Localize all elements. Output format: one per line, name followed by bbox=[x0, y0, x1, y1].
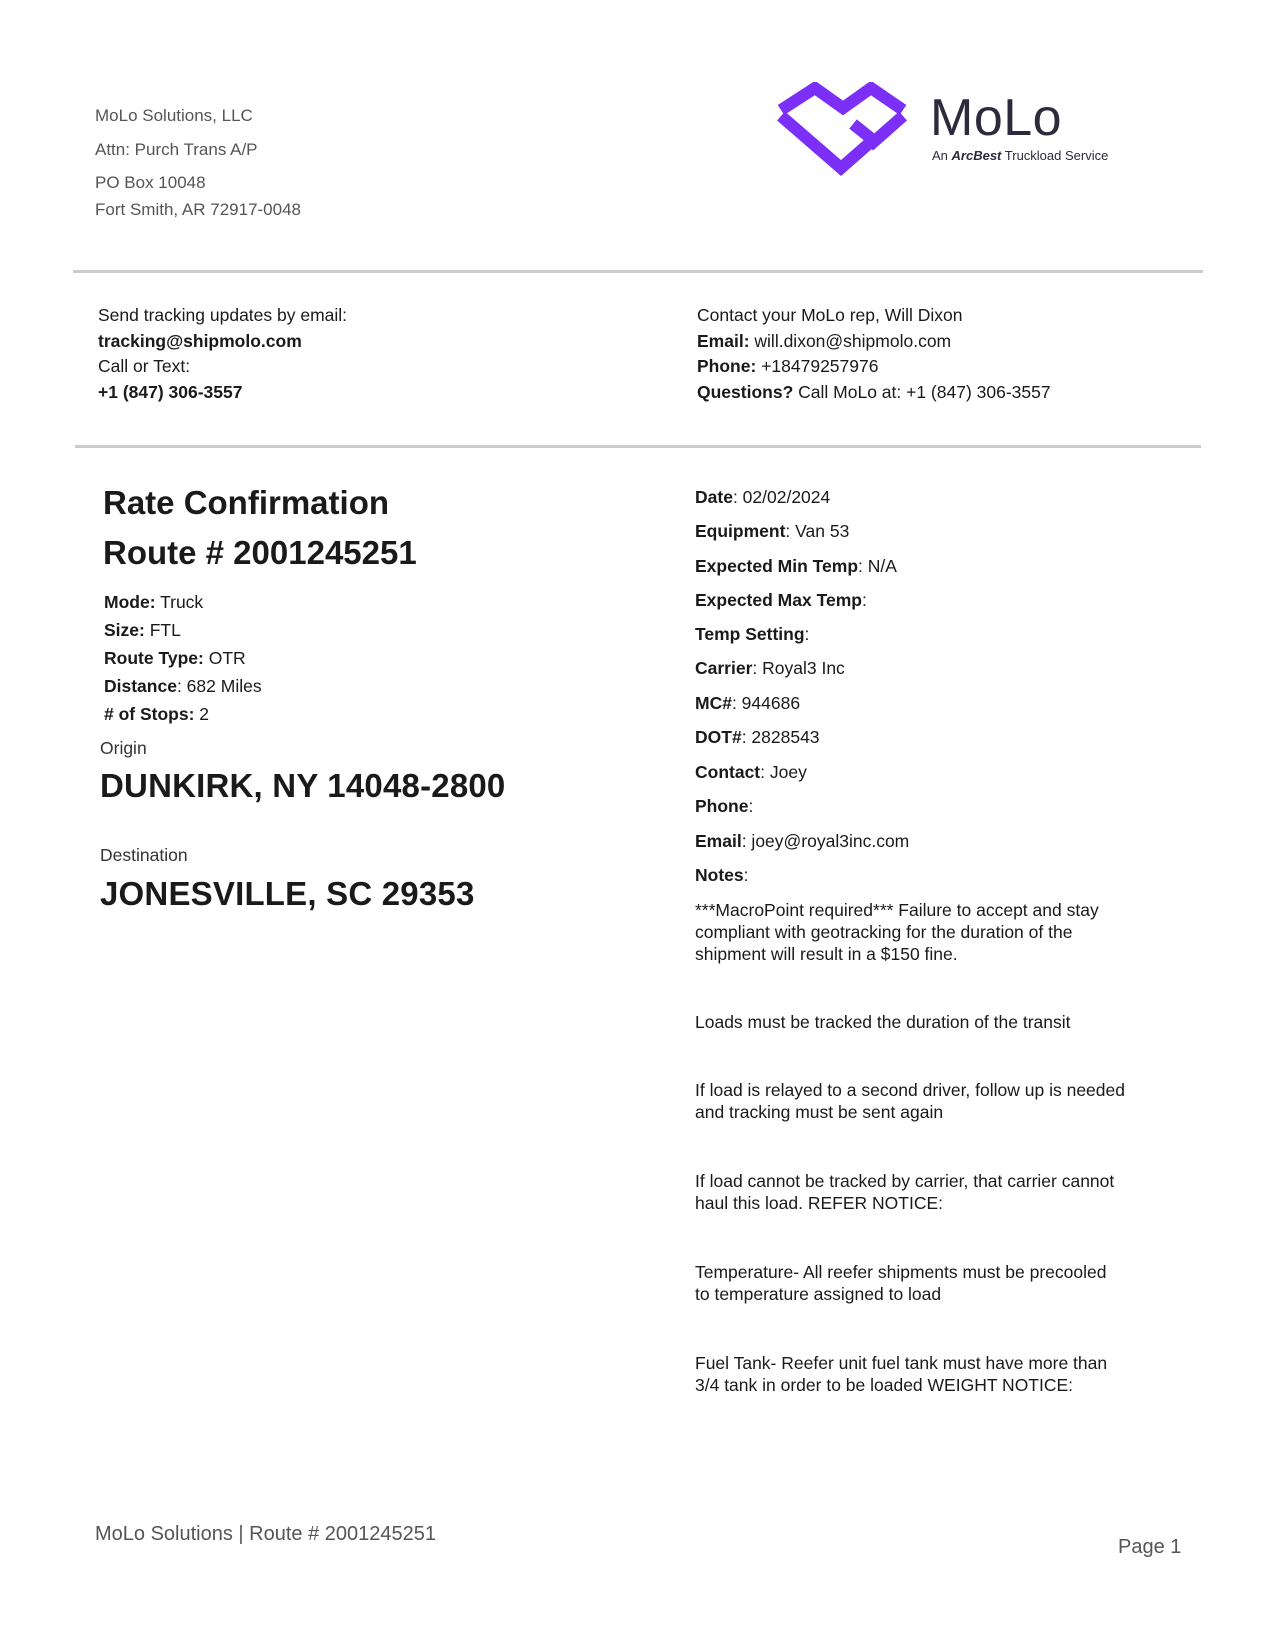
distance-label: Distance bbox=[104, 676, 177, 696]
dot-label: DOT# bbox=[695, 727, 742, 747]
carrier-email-field bbox=[695, 831, 909, 852]
max-temp-label: Expected Max Temp bbox=[695, 590, 862, 610]
logo-tagline bbox=[932, 148, 1108, 163]
rep-phone[interactable]: +18479257976 bbox=[761, 356, 879, 376]
destination-label: Destination bbox=[100, 845, 188, 865]
route-type-label: Route Type: bbox=[104, 648, 204, 668]
header-divider bbox=[73, 270, 1203, 273]
tracking-phone[interactable]: +1 (847) 306-3557 bbox=[98, 381, 243, 402]
carrier-email-value[interactable]: : joey@royal3inc.com bbox=[741, 831, 910, 851]
city-state-zip: Fort Smith, AR 72917-0048 bbox=[95, 200, 302, 219]
stops-field bbox=[104, 704, 209, 725]
rep-contact-block bbox=[697, 303, 1217, 405]
min-temp-label: Expected Min Temp bbox=[695, 556, 859, 576]
logo-wordmark: MoLo bbox=[930, 89, 1063, 147]
mode-value: Truck bbox=[160, 592, 204, 612]
size-label: Size: bbox=[104, 620, 145, 640]
mode-field bbox=[104, 592, 203, 613]
questions-text: Call MoLo at: +1 (847) 306-3557 bbox=[798, 381, 1051, 402]
carrier-field bbox=[695, 658, 845, 679]
equipment-value: : Van 53 bbox=[785, 521, 850, 541]
origin-label: Origin bbox=[100, 738, 147, 758]
equipment-field bbox=[695, 521, 849, 542]
date-value: : 02/02/2024 bbox=[732, 487, 831, 507]
stops-label: # of Stops: bbox=[104, 704, 195, 724]
notes-value: : bbox=[743, 865, 749, 885]
tracking-instruction: Send tracking updates by email: bbox=[98, 305, 348, 325]
note-fuel-tank: Fuel Tank- Reefer unit fuel tank must have more than 3/4 tank in order to be loaded WEIGHT NOTICE: bbox=[695, 1353, 1108, 1395]
carrier-email-label: Email bbox=[695, 831, 742, 851]
equipment-label: Equipment bbox=[695, 521, 786, 541]
page-number: Page 1 bbox=[1118, 1536, 1182, 1558]
contact-divider bbox=[75, 445, 1201, 448]
mc-label: MC# bbox=[695, 693, 732, 713]
origin-location: DUNKIRK, NY 14048-2800 bbox=[100, 767, 506, 804]
carrier-phone-label: Phone bbox=[695, 796, 749, 816]
distance-value: : 682 Miles bbox=[176, 676, 262, 696]
mc-value: : 944686 bbox=[731, 693, 801, 713]
carrier-contact-label: Contact bbox=[695, 762, 761, 782]
logo-tag-prefix: An bbox=[932, 148, 948, 163]
temp-setting-label: Temp Setting bbox=[695, 624, 805, 644]
date-label: Date bbox=[695, 487, 733, 507]
carrier-contact-value: : Joey bbox=[760, 762, 807, 782]
distance-field bbox=[104, 676, 262, 697]
carrier-phone-value: : bbox=[748, 796, 754, 816]
note-tracking-duration: Loads must be tracked the duration of the transit bbox=[695, 1012, 1071, 1032]
rep-email[interactable]: will.dixon@shipmolo.com bbox=[754, 330, 952, 351]
rep-email-label: Email: bbox=[697, 330, 750, 351]
size-field bbox=[104, 620, 181, 641]
page-title: Rate Confirmation bbox=[103, 484, 390, 521]
min-temp-field bbox=[695, 556, 897, 577]
dot-field bbox=[695, 727, 820, 748]
notes-label: Notes bbox=[695, 865, 744, 885]
molo-logo bbox=[775, 82, 1145, 177]
logo-tag-brand: ArcBest bbox=[951, 148, 1002, 163]
logo-tag-suffix: Truckload Service bbox=[1004, 148, 1109, 163]
po-box: PO Box 10048 bbox=[95, 173, 206, 192]
rep-intro: Contact your MoLo rep, Will Dixon bbox=[697, 305, 963, 325]
date-field bbox=[695, 487, 830, 508]
route-number: Route # 2001245251 bbox=[103, 534, 417, 571]
dot-value: : 2828543 bbox=[741, 727, 820, 747]
route-type-value: OTR bbox=[208, 648, 246, 668]
carrier-label: Carrier bbox=[695, 658, 753, 678]
footer-route: MoLo Solutions | Route # 2001245251 bbox=[95, 1523, 437, 1545]
temp-setting-value: : bbox=[804, 624, 810, 644]
questions-label: Questions? bbox=[697, 381, 794, 402]
temp-setting-field bbox=[695, 624, 809, 645]
size-value: FTL bbox=[149, 620, 181, 640]
tracking-email[interactable]: tracking@shipmolo.com bbox=[98, 330, 302, 351]
tracking-contact-block bbox=[98, 303, 658, 405]
notes-field bbox=[695, 865, 749, 886]
rep-phone-label: Phone: bbox=[697, 356, 757, 376]
carrier-phone-field bbox=[695, 796, 753, 817]
mc-field bbox=[695, 693, 800, 714]
max-temp-field bbox=[695, 590, 867, 611]
note-macropoint: ***MacroPoint required*** Failure to accept and stay compliant with geotracking for the duration of the shipment will result in a $150 fine. bbox=[695, 900, 1099, 964]
carrier-contact-field bbox=[695, 762, 807, 783]
max-temp-value: : bbox=[861, 590, 867, 610]
mode-label: Mode: bbox=[104, 592, 156, 612]
note-temperature: Temperature- All reefer shipments must be precooled to temperature assigned to load bbox=[695, 1262, 1107, 1304]
call-text-label: Call or Text: bbox=[98, 356, 191, 376]
company-name: MoLo Solutions, LLC bbox=[95, 106, 253, 125]
note-untracked-carrier: If load cannot be tracked by carrier, that carrier cannot haul this load. REFER NOTICE: bbox=[695, 1171, 1115, 1213]
attn-line: Attn: Purch Trans A/P bbox=[95, 140, 258, 159]
carrier-value: : Royal3 Inc bbox=[752, 658, 845, 678]
route-type-field bbox=[104, 648, 246, 669]
stops-value: 2 bbox=[199, 704, 210, 724]
min-temp-value: : N/A bbox=[858, 556, 897, 576]
note-relay-driver: If load is relayed to a second driver, follow up is needed and tracking must be sent again bbox=[695, 1080, 1125, 1122]
destination-location: JONESVILLE, SC 29353 bbox=[100, 875, 475, 912]
molo-mark-icon bbox=[775, 82, 910, 177]
